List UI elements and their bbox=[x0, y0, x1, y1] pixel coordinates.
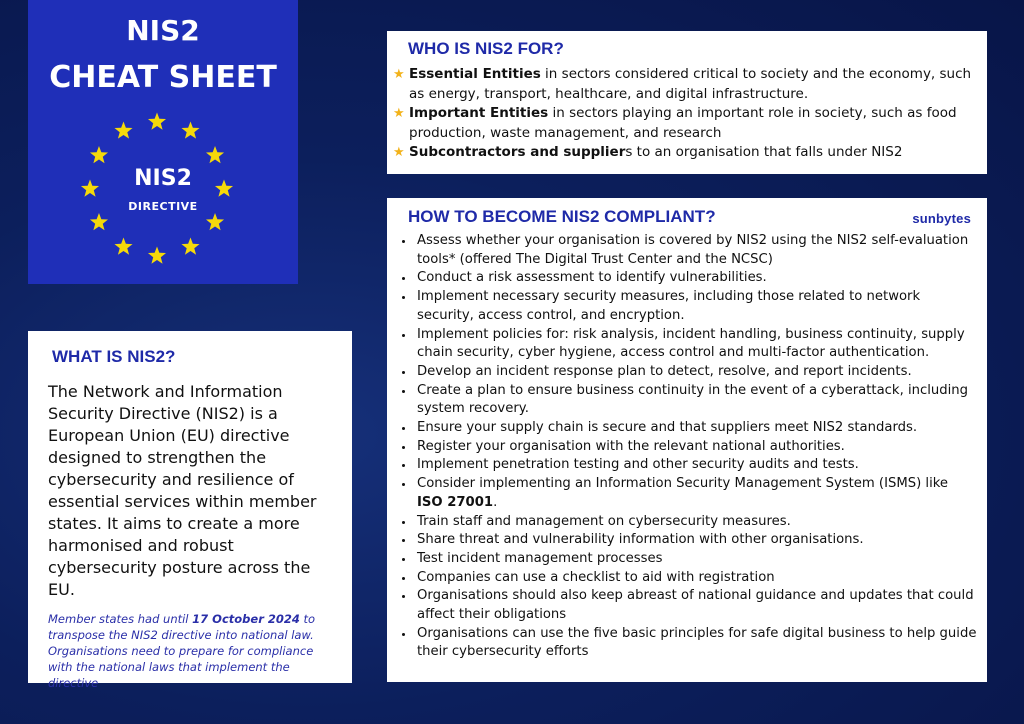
eu-star-icon bbox=[181, 121, 199, 138]
item-text: s to an organisation that falls under NIS2 bbox=[625, 144, 903, 160]
list-item bbox=[393, 143, 977, 163]
list-item: • Share threat and vulnerability information with other organisations. bbox=[415, 531, 977, 550]
list-item: • Test incident management processes bbox=[415, 550, 977, 569]
list-item: • Implement necessary security measures, including those related to network security, access control, and encryption. bbox=[415, 288, 977, 325]
list-item: • Companies can use a checklist to aid with registration bbox=[415, 569, 977, 588]
list-item: • Organisations should also keep abreast of national guidance and updates that could affect their obligations bbox=[415, 587, 977, 624]
who-is-nis2-for-card bbox=[387, 31, 987, 174]
list-item: • Assess whether your organisation is covered by NIS2 using the NIS2 self-evaluation tools* (offered The Digital Trust Center and the NCSC) bbox=[415, 232, 977, 269]
star-bullet-icon: ★ bbox=[393, 106, 405, 121]
item-text: in sectors considered critical to society and the economy, such as energy, transport, healthcare, and digital infrastructure. bbox=[409, 66, 972, 102]
item-text: Consider implementing an Information Security Management System (ISMS) like bbox=[417, 476, 949, 492]
emblem-name: NIS2 bbox=[134, 166, 192, 191]
list-item: • Conduct a risk assessment to identify vulnerabilities. bbox=[415, 269, 977, 288]
star-bullet-icon: ★ bbox=[393, 145, 405, 160]
what-is-nis2-card bbox=[28, 331, 352, 690]
iso-27001-text: ISO 27001 bbox=[417, 494, 494, 510]
list-item: • Register your organisation with the relevant national authorities. bbox=[415, 438, 977, 457]
item-text: in sectors playing an important role in society, such as food production, waste management, and research bbox=[409, 105, 957, 141]
list-item bbox=[415, 475, 977, 512]
item-bold: Important Entities bbox=[409, 105, 549, 121]
how-to-comply-card bbox=[387, 198, 987, 682]
list-item: • Organisations can use the five basic principles for safe digital business to help guide their cybersecurity efforts bbox=[415, 625, 977, 662]
eu-star-icon bbox=[90, 146, 108, 163]
eu-star-icon bbox=[206, 213, 224, 230]
list-item bbox=[393, 104, 977, 143]
note-before: Member states had until bbox=[48, 612, 193, 626]
eu-star-icon bbox=[206, 146, 224, 163]
sunbytes-logo: sunbytes bbox=[912, 211, 971, 226]
item-bold: Essential Entities bbox=[409, 66, 541, 82]
list-item: • Train staff and management on cybersecurity measures. bbox=[415, 513, 977, 532]
eu-star-icon bbox=[114, 121, 132, 138]
list-item: • Implement penetration testing and other security audits and tests. bbox=[415, 456, 977, 475]
cheat-sheet-title-box bbox=[28, 0, 298, 284]
item-bold: Subcontractors and supplier bbox=[409, 144, 626, 160]
how-heading: HOW TO BECOME NIS2 COMPLIANT? bbox=[408, 207, 716, 226]
item-end: . bbox=[493, 494, 498, 510]
what-heading: WHAT IS NIS2? bbox=[52, 347, 176, 366]
list-item: • Ensure your supply chain is secure and that suppliers meet NIS2 standards. bbox=[415, 419, 977, 438]
list-item bbox=[393, 65, 977, 104]
star-bullet-icon: ★ bbox=[393, 67, 405, 82]
list-item: • Implement policies for: risk analysis, incident handling, business continuity, supply chain security, cyber hygiene, access control and multi-factor authentication. bbox=[415, 326, 977, 363]
list-item: • Develop an incident response plan to detect, resolve, and report incidents. bbox=[415, 363, 977, 382]
eu-star-icon bbox=[148, 113, 166, 130]
note-after: to transpose the NIS2 directive into national law. Organisations need to prepare for compliance with the national laws that implement the directive bbox=[48, 612, 316, 690]
eu-star-icon bbox=[148, 247, 166, 264]
list-item: • Create a plan to ensure business continuity in the event of a cyberattack, including system recovery. bbox=[415, 382, 977, 419]
note-date: 17 October 2024 bbox=[192, 612, 300, 626]
what-body: The Network and Information Security Directive (NIS2) is a European Union (EU) directive designed to strengthen the cybersecurity and resilience of essential services within member states. It aims to create a more harmonised and robust cybersecurity posture across the EU. bbox=[48, 382, 317, 599]
emblem-subtitle: DIRECTIVE bbox=[128, 200, 198, 213]
title-line-1: NIS2 bbox=[126, 14, 200, 47]
what-note bbox=[48, 611, 332, 691]
who-list bbox=[393, 65, 977, 163]
eu-star-icon bbox=[90, 213, 108, 230]
who-heading: WHO IS NIS2 FOR? bbox=[408, 39, 564, 58]
how-list bbox=[393, 232, 977, 662]
title-line-2: CHEAT SHEET bbox=[49, 60, 277, 95]
eu-star-icon bbox=[181, 238, 199, 255]
eu-star-icon bbox=[114, 238, 132, 255]
